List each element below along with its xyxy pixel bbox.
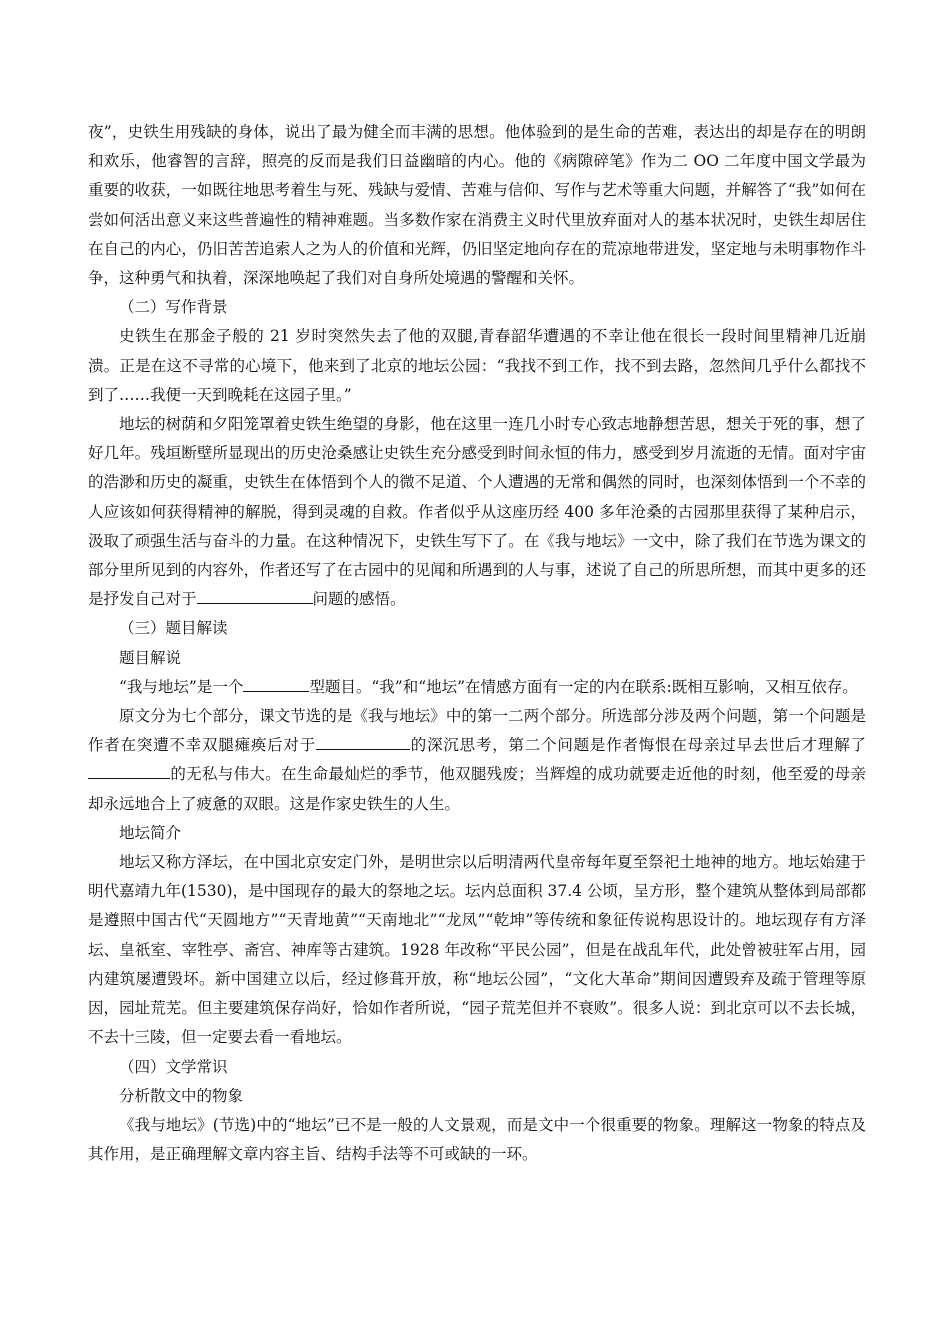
subheading-ditan-intro: 地坛简介	[119, 823, 182, 842]
document-page	[88, 118, 866, 1169]
ditan-intro-paragraph: 地坛又称方泽坛，在中国北京安定门外，是明世宗以后明清两代皇帝每年夏至祭祀土地神的地方。地坛始建于明代嘉靖九年(1530)，是中国现存的最大的祭地之坛。坛内总面积 37.4 公顷，呈方形，整个建筑从整体到局部都是遵照中国古代“天圆地方”“天青地黄”“天南地北”“龙凤”“乾坤”等传统和象征传说构思设计的。地坛现存有方泽坛、皇祇室、宰牲亭、斋宫、神库等古建筑。1928 年改称“平民公园”，但是在战乱年代，此处曾被驻军占用，园内建筑屡遭毁坏。新中国建立以后，经过修葺开放，称“地坛公园”，“文化大革命”期间因遭毁弃及疏于管理等原因，园址荒芜。但主要建筑保存尚好，恰如作者所说，“园子荒芜但并不衰败”。很多人说：到北京可以不去长城，不去十三陵，但一定要去看一看地坛。	[88, 853, 866, 1047]
title-paragraph-2-part2: 的深沉思考，第二个问题是作者悔恨在母亲过早去世后才理解了	[410, 736, 866, 755]
title-paragraph-2-part1: 原文分为七个部分，课文节选的是《我与地坛》中的第一二两个部分。所选部分涉及两个问题，第一个问题是作者在突遭不幸双腿瘫痪后对于	[88, 707, 866, 755]
title-paragraph-1-text: “我与地坛”是一个	[119, 677, 244, 696]
title-paragraph-1	[88, 673, 866, 702]
fill-blank-2[interactable]	[243, 675, 309, 692]
intro-paragraph: 夜”，史铁生用残缺的身体，说出了最为健全而丰满的思想。他体验到的是生命的苦难，表达出的却是存在的明朗和欢乐，他睿智的言辞，照亮的反而是我们日益幽暗的内心。他的《病隙碎笔》作为二 OO 二年度中国文学最为重要的收获，一如既往地思考着生与死、残缺与爱情、苦难与信仰、写作与艺术等重大问题，并解答了“我”如何在尝如何活出意义来这些普遍性的精神难题。当多数作家在消费主义时代里放弃面对人的基本状况时，史铁生却居住在自己的内心，仍旧苦苦追索人之为人的价值和光辉，仍旧坚定地向存在的荒凉地带进发，坚定地与未明事物作斗争，这种勇气和执着，深深地唤起了我们对自身所处境遇的警醒和关怀。	[88, 123, 866, 288]
section-heading-title-interpretation: （三）题目解读	[119, 619, 228, 638]
title-paragraph-2	[88, 702, 866, 819]
background-paragraph-2-text: 地坛的树荫和夕阳笼罩着史铁生绝望的身影，他在这里一连几小时专心致志地静想苦思，想关于死的事，想了好几年。残垣断壁所显现出的历史沧桑感让史铁生充分感受到时间永恒的伟力，感受到岁月流逝的无情。面对宇宙的浩渺和历史的凝重，史铁生在体悟到个人的微不足道、个人遭遇的无常和偶然的同时，也深刻体悟到一个不幸的人应该如何获得精神的解脱，得到灵魂的自救。作者似乎从这座历经 400 多年沧桑的古园那里获得了某种启示，汲取了顽强生活与奋斗的力量。在这种情况下，史铁生写下了。在《我与地坛》一文中，除了我们在节选为课文的部分里所见到的内容外，作者还写了在古园中的见闻和所遇到的人与事，述说了自己的所思所想，而其中更多的还是抒发自己对于	[88, 415, 866, 609]
background-paragraph-1: 史铁生在那金子般的 21 岁时突然失去了他的双腿,青春韶华遭遇的不幸让他在很长一段时间里精神几近崩溃。正是在这不寻常的心境下，他来到了北京的地坛公园：“我找不到工作，找不到去路，忽然间几乎什么都找不到了……我便一天到晚耗在这园子里。”	[88, 327, 866, 404]
title-paragraph-2-part3: 的无私与伟大。在生命最灿烂的季节，他双腿残废；当辉煌的成功就要走近他的时刻，他至爱的母亲却永远地合上了疲惫的双眼。这是作家史铁生的人生。	[88, 765, 866, 813]
title-paragraph-1-end: 型题目。“我”和“地坛”在情感方面有一定的内在联系:既相互影响，又相互依存。	[309, 677, 858, 696]
imagery-paragraph: 《我与地坛》(节选)中的“地坛”已不是一般的人文景观，而是文中一个很重要的物象。理解这一物象的特点及其作用，是正确理解文章内容主旨、结构手法等不可或缺的一环。	[88, 1115, 866, 1164]
subheading-title-explanation: 题目解说	[119, 648, 182, 667]
fill-blank-1[interactable]	[197, 587, 313, 604]
section-heading-writing-background: （二）写作背景	[119, 298, 228, 317]
background-paragraph-2	[88, 410, 866, 614]
section-heading-literary-knowledge: （四）文学常识	[119, 1057, 228, 1076]
subheading-analyze-imagery: 分析散文中的物象	[119, 1086, 244, 1105]
background-paragraph-2-end: 问题的感悟。	[312, 590, 406, 609]
fill-blank-4[interactable]	[88, 762, 170, 779]
fill-blank-3[interactable]	[316, 733, 410, 750]
